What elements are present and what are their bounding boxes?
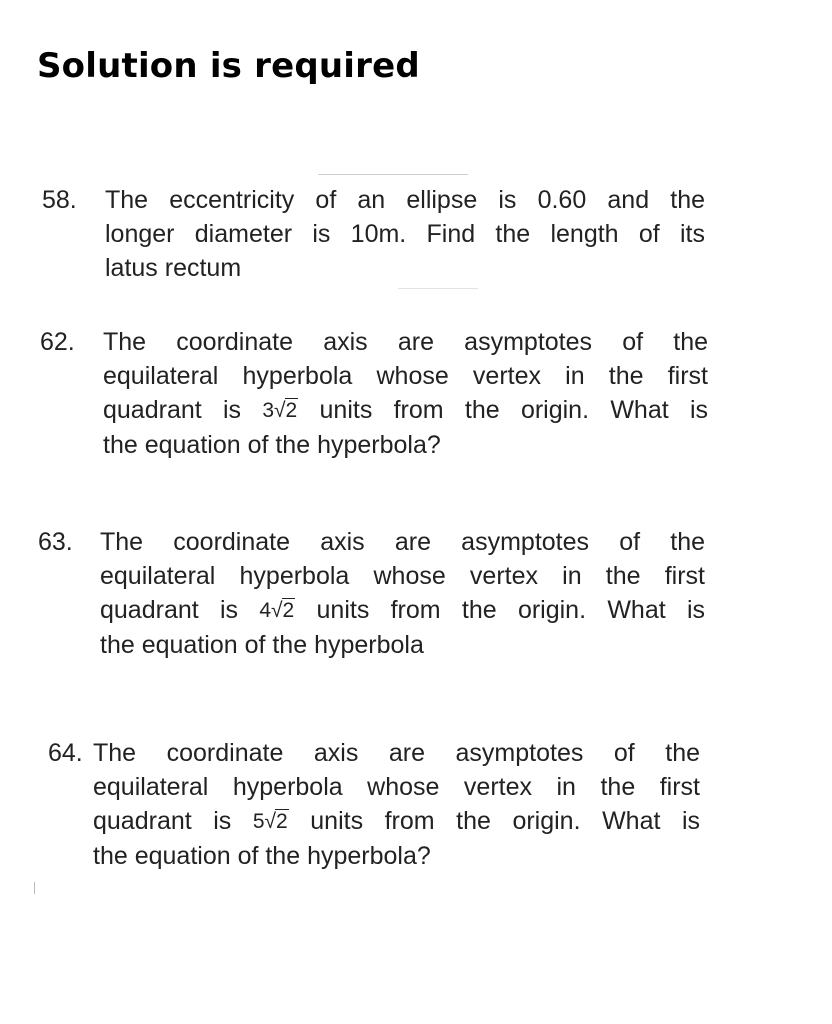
question-text bbox=[103, 325, 708, 462]
radical-suffix: units from the origin. What is bbox=[298, 396, 709, 424]
question-line: equilateral hyperbola whose vertex in the first bbox=[93, 773, 700, 801]
radicand: 2 bbox=[282, 599, 295, 622]
faint-rule-top bbox=[318, 174, 468, 175]
sqrt-symbol-icon: √ bbox=[274, 399, 286, 422]
radical-expression bbox=[262, 394, 298, 428]
radical-expression bbox=[259, 594, 295, 628]
radical-suffix: units from the origin. What is bbox=[295, 596, 706, 624]
question-64 bbox=[48, 736, 708, 873]
radical-prefix: quadrant is bbox=[100, 596, 260, 624]
sqrt-symbol-icon: √ bbox=[271, 599, 283, 622]
question-text bbox=[105, 183, 705, 285]
question-line: The coordinate axis are asymptotes of the bbox=[93, 739, 700, 767]
question-line: equilateral hyperbola whose vertex in the first bbox=[103, 362, 708, 390]
page-title: Solution is required bbox=[37, 46, 420, 86]
radical-coefficient: 4 bbox=[259, 599, 272, 622]
question-line: The eccentricity of an ellipse is 0.60 and the bbox=[105, 186, 705, 214]
question-line-radical bbox=[100, 593, 705, 628]
question-number: 58. bbox=[42, 186, 77, 214]
question-text bbox=[93, 736, 700, 873]
question-58 bbox=[42, 183, 705, 285]
question-line-radical bbox=[93, 804, 700, 839]
question-number: 64. bbox=[48, 739, 83, 767]
question-line: equilateral hyperbola whose vertex in the first bbox=[100, 562, 705, 590]
margin-mark bbox=[34, 882, 35, 894]
question-line: the equation of the hyperbola? bbox=[103, 431, 441, 459]
question-line: longer diameter is 10m. Find the length of its bbox=[105, 220, 705, 248]
question-line: The coordinate axis are asymptotes of the bbox=[103, 328, 708, 356]
radical-coefficient: 3 bbox=[262, 399, 275, 422]
question-line: latus rectum bbox=[105, 254, 242, 282]
radical-coefficient: 5 bbox=[252, 810, 265, 833]
question-line: The coordinate axis are asymptotes of the bbox=[100, 528, 705, 556]
question-number: 62. bbox=[40, 328, 75, 356]
question-line: the equation of the hyperbola? bbox=[93, 842, 431, 870]
radical-prefix: quadrant is bbox=[93, 807, 253, 835]
question-line-radical bbox=[103, 393, 708, 428]
radical-expression bbox=[253, 805, 289, 839]
question-line: the equation of the hyperbola bbox=[100, 631, 424, 659]
radicand: 2 bbox=[285, 399, 298, 422]
radical-suffix: units from the origin. What is bbox=[288, 807, 701, 835]
radical-prefix: quadrant is bbox=[103, 396, 263, 424]
sqrt-symbol-icon: √ bbox=[264, 810, 277, 833]
question-63 bbox=[38, 525, 706, 662]
radicand: 2 bbox=[276, 810, 288, 833]
question-62 bbox=[40, 325, 709, 462]
question-number: 63. bbox=[38, 528, 73, 556]
question-text bbox=[100, 525, 705, 662]
faint-rule-middle bbox=[398, 288, 478, 289]
